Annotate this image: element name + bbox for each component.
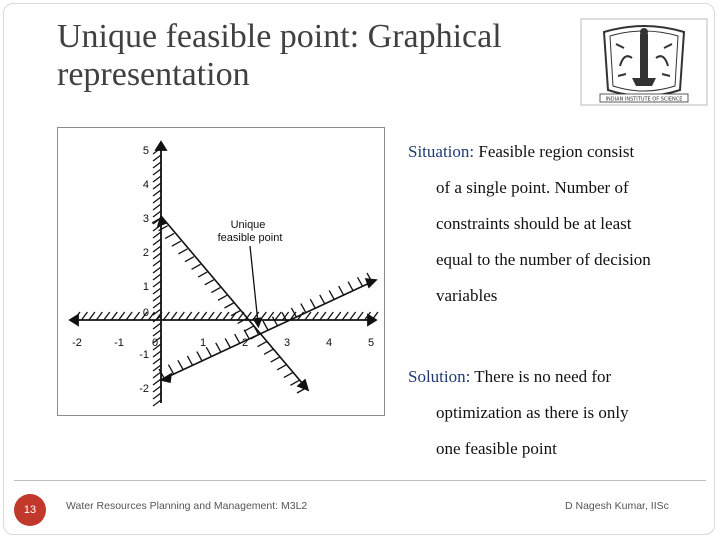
- solution-line-3: one feasible point: [436, 439, 557, 458]
- y-axis-hatch: [153, 323, 161, 329]
- y-axis-hatch: [153, 204, 161, 210]
- x-tick-label: -2: [72, 337, 82, 349]
- y-tick-label: 0: [142, 307, 149, 319]
- x-axis-hatch: [320, 312, 326, 320]
- x-axis-hatch: [119, 312, 125, 320]
- y-tick-label: -2: [139, 383, 149, 395]
- constraint-a-hatch: [218, 295, 227, 300]
- footer-course-title: Water Resources Planning and Management: M3L2: [66, 500, 308, 512]
- constraint-a-hatch: [192, 264, 201, 269]
- y-axis-hatch: [153, 155, 161, 161]
- x-axis-arrow-left: [70, 315, 78, 325]
- graph-panel: [57, 127, 385, 416]
- constraint-b-hatch: [235, 334, 240, 343]
- x-axis-hatch: [208, 312, 214, 320]
- title-line-2: representation: [57, 56, 250, 93]
- situation-label: Situation:: [408, 142, 475, 161]
- x-axis-hatch: [163, 312, 169, 320]
- solution-label: Solution:: [408, 367, 471, 386]
- constraint-b-hatch: [348, 282, 353, 291]
- x-tick-label: 5: [367, 337, 375, 349]
- annotation-unique: Unique: [230, 219, 266, 231]
- constraint-a-hatch: [264, 349, 273, 354]
- y-axis-hatch: [153, 267, 161, 273]
- y-tick-label: 1: [142, 281, 149, 293]
- y-axis-hatch: [153, 393, 161, 399]
- y-axis-hatch: [153, 246, 161, 252]
- constraint-b-hatch: [216, 343, 221, 352]
- x-axis-hatch: [81, 312, 87, 320]
- y-axis-hatch: [153, 253, 161, 259]
- y-axis-hatch: [153, 288, 161, 294]
- constraint-a-hatch: [244, 326, 253, 331]
- x-axis-hatch: [193, 312, 199, 320]
- constraint-a-hatch: [178, 249, 187, 254]
- situation-block: [408, 134, 708, 314]
- y-axis-hatch: [153, 260, 161, 266]
- constraint-b-hatch: [358, 277, 363, 286]
- institute-logo: [580, 18, 708, 106]
- x-axis-hatch: [357, 312, 363, 320]
- x-tick-label: 2: [241, 337, 249, 349]
- constraint-a-hatch: [165, 233, 174, 238]
- constraint-b-hatch: [320, 295, 325, 304]
- constraint-b-arrow-right: [366, 279, 376, 287]
- x-axis-hatch: [178, 312, 184, 320]
- constraint-a-arrow-bottom: [298, 380, 308, 390]
- page-number-badge: 13: [14, 494, 46, 526]
- x-tick-label: 4: [325, 337, 333, 349]
- constraint-b-hatch: [225, 338, 230, 347]
- constraint-b-hatch: [197, 352, 202, 361]
- y-axis-hatch: [153, 197, 161, 203]
- constraint-b-hatch: [178, 360, 183, 369]
- logo-text: INDIAN INSTITUTE OF SCIENCE: [605, 96, 683, 103]
- slide-title: [57, 18, 557, 94]
- solution-line-1: There is no need for: [470, 367, 612, 386]
- x-axis-hatch: [350, 312, 356, 320]
- constraint-a-hatch: [172, 241, 181, 246]
- x-tick-label: 0: [151, 337, 159, 349]
- x-axis-hatch: [126, 312, 132, 320]
- x-axis-hatch: [260, 312, 266, 320]
- x-axis-hatch: [268, 312, 274, 320]
- y-tick-label: 4: [142, 179, 149, 191]
- constraint-a-hatch: [284, 373, 293, 378]
- x-axis-hatch: [275, 312, 281, 320]
- y-axis-hatch: [153, 372, 161, 378]
- constraint-b-hatch: [263, 321, 268, 330]
- annotation-feasible-point: feasible point: [217, 232, 283, 244]
- constraint-a-hatch: [211, 288, 220, 293]
- x-axis-hatch: [327, 312, 333, 320]
- constraint-a-hatch: [225, 303, 234, 308]
- x-axis-hatch: [186, 312, 192, 320]
- constraint-b-hatch: [301, 304, 306, 313]
- x-axis-hatch: [342, 312, 348, 320]
- x-axis-hatch: [216, 312, 222, 320]
- y-axis-hatch: [153, 351, 161, 357]
- constraint-line-b: [161, 280, 376, 380]
- constraint-b-hatch: [339, 286, 344, 295]
- constraint-b-hatch: [206, 347, 211, 356]
- x-axis-hatch: [104, 312, 110, 320]
- constraint-a-hatch: [205, 280, 214, 285]
- x-axis-hatch: [312, 312, 318, 320]
- constraint-a-hatch: [185, 257, 194, 262]
- title-line-1: Unique feasible point: Graphical: [57, 18, 502, 55]
- y-axis-hatch: [153, 162, 161, 168]
- x-axis-hatch: [149, 312, 155, 320]
- y-axis-hatch: [153, 316, 161, 322]
- y-axis-hatch: [153, 169, 161, 175]
- constraint-a-hatch: [257, 342, 266, 347]
- constraint-hatching: [74, 148, 378, 406]
- situation-line-2: of a single point. Number of: [436, 178, 629, 197]
- y-axis-hatch: [153, 386, 161, 392]
- y-axis-hatch: [153, 281, 161, 287]
- y-axis-hatch: [153, 232, 161, 238]
- y-axis-hatch: [153, 400, 161, 406]
- constraint-a-hatch: [277, 365, 286, 370]
- y-axis-hatch: [153, 176, 161, 182]
- y-axis-hatch: [153, 295, 161, 301]
- y-axis-hatch: [153, 211, 161, 217]
- y-axis-hatch: [153, 190, 161, 196]
- situation-line-1: Feasible region consist: [474, 142, 635, 161]
- constraint-a-hatch: [290, 380, 299, 385]
- x-axis-hatch: [201, 312, 207, 320]
- solution-line-2: optimization as there is only: [436, 403, 629, 422]
- footer-author: D Nagesh Kumar, IISc: [565, 500, 669, 512]
- y-axis-hatch: [153, 302, 161, 308]
- y-axis-hatch: [153, 358, 161, 364]
- constraint-a-hatch: [271, 357, 280, 362]
- feasible-point-graph: [58, 128, 384, 415]
- constraint-b-hatch: [329, 290, 334, 299]
- y-axis-hatch: [153, 239, 161, 245]
- x-axis-hatch: [89, 312, 95, 320]
- annotation-pointer: [250, 246, 258, 323]
- y-axis-hatch: [153, 330, 161, 336]
- x-axis-hatch: [171, 312, 177, 320]
- footer-divider: [14, 480, 706, 481]
- x-axis-hatch: [223, 312, 229, 320]
- x-axis-hatch: [96, 312, 102, 320]
- y-tick-label: 2: [142, 247, 149, 259]
- y-tick-label: 3: [142, 213, 149, 225]
- x-axis-hatch: [134, 312, 140, 320]
- x-tick-label: 1: [199, 337, 207, 349]
- situation-line-4: equal to the number of decision: [436, 250, 651, 269]
- constraint-a-hatch: [231, 311, 240, 316]
- situation-line-5: variables: [436, 286, 498, 305]
- solution-block: [408, 359, 708, 467]
- situation-line-3: constraints should be at least: [436, 214, 632, 233]
- y-axis-arrow-top: [156, 142, 166, 150]
- x-tick-label: 3: [283, 337, 291, 349]
- constraint-b-hatch: [310, 299, 315, 308]
- y-tick-label: 5: [142, 145, 149, 157]
- y-axis-hatch: [153, 183, 161, 189]
- y-tick-label: -1: [139, 349, 149, 361]
- constraint-b-hatch: [168, 365, 173, 374]
- constraint-a-arrow-top: [158, 216, 166, 226]
- constraint-a-hatch: [198, 272, 207, 277]
- x-tick-label: -1: [114, 337, 124, 349]
- x-axis-hatch: [111, 312, 117, 320]
- constraint-b-hatch: [187, 356, 192, 365]
- y-axis-hatch: [153, 274, 161, 280]
- x-axis-hatch: [335, 312, 341, 320]
